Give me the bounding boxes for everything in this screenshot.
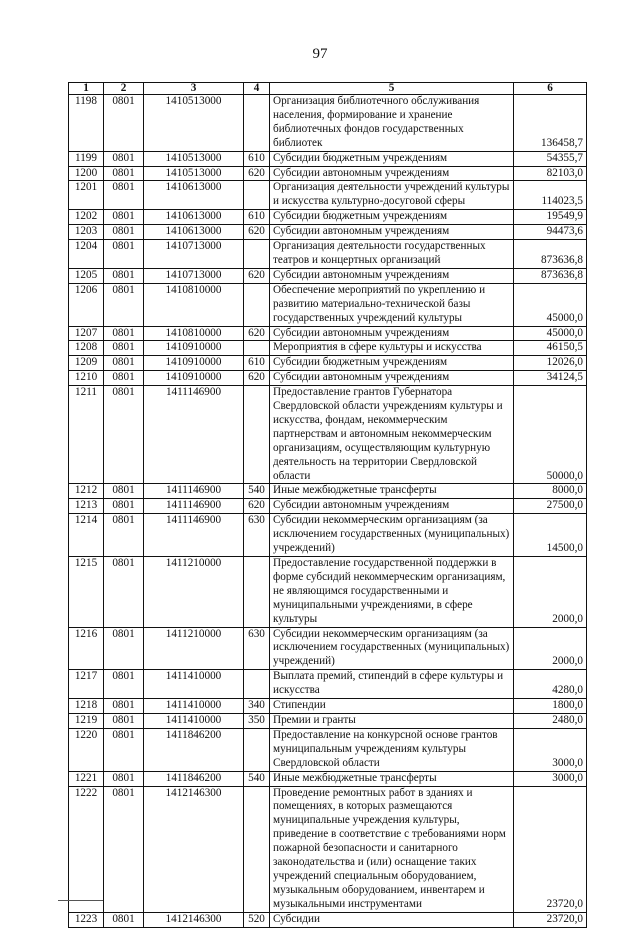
target-article-cell: 1410713000 [144, 268, 244, 283]
expense-type-cell: 610 [244, 356, 270, 371]
expense-type-cell: 630 [244, 627, 270, 670]
target-article-cell: 1410513000 [144, 95, 244, 152]
table-row [69, 210, 587, 225]
row-number-cell: 1214 [69, 514, 104, 557]
row-number-cell: 1202 [69, 210, 104, 225]
section-code-cell: 0801 [104, 181, 144, 210]
amount-cell: 54355,7 [514, 151, 587, 166]
item-name-cell: Предоставление на конкурсной основе грантов муниципальным учреждениям культуры Свердловской области [270, 728, 514, 771]
expense-type-cell: 540 [244, 484, 270, 499]
amount-cell: 94473,6 [514, 225, 587, 240]
amount-cell: 45000,0 [514, 326, 587, 341]
item-name-cell: Субсидии автономным учреждениям [270, 326, 514, 341]
table-body [69, 95, 587, 928]
amount-cell: 4280,0 [514, 670, 587, 699]
table-row [69, 268, 587, 283]
section-code-cell: 0801 [104, 627, 144, 670]
table-row [69, 557, 587, 628]
item-name-cell: Субсидии автономным учреждениям [270, 499, 514, 514]
target-article-cell: 1410513000 [144, 151, 244, 166]
section-code-cell: 0801 [104, 151, 144, 166]
item-name-cell: Премии и гранты [270, 713, 514, 728]
section-code-cell: 0801 [104, 341, 144, 356]
table-row [69, 225, 587, 240]
row-number-cell: 1223 [69, 912, 104, 927]
table-row [69, 326, 587, 341]
target-article-cell: 1410910000 [144, 356, 244, 371]
target-article-cell: 1412146300 [144, 786, 244, 912]
row-number-cell: 1207 [69, 326, 104, 341]
target-article-cell: 1410713000 [144, 240, 244, 269]
table-row [69, 514, 587, 557]
row-number-cell: 1222 [69, 786, 104, 912]
table-row [69, 484, 587, 499]
table-row [69, 786, 587, 912]
target-article-cell: 1410513000 [144, 166, 244, 181]
item-name-cell: Организация библиотечного обслуживания населения, формирование и хранение библиотечных фондов государственных библиотек [270, 95, 514, 152]
expense-type-cell: 620 [244, 225, 270, 240]
row-number-cell: 1221 [69, 771, 104, 786]
amount-cell: 12026,0 [514, 356, 587, 371]
section-code-cell: 0801 [104, 499, 144, 514]
page-number: 97 [312, 46, 328, 62]
row-number-cell: 1204 [69, 240, 104, 269]
margin-line [58, 900, 103, 901]
row-number-cell: 1215 [69, 557, 104, 628]
section-code-cell: 0801 [104, 771, 144, 786]
expense-type-cell: 620 [244, 166, 270, 181]
amount-cell: 27500,0 [514, 499, 587, 514]
expense-type-cell: 620 [244, 499, 270, 514]
row-number-cell: 1216 [69, 627, 104, 670]
amount-cell: 46150,5 [514, 341, 587, 356]
item-name-cell: Субсидии бюджетным учреждениям [270, 210, 514, 225]
table-row [69, 371, 587, 386]
item-name-cell: Предоставление государственной поддержки в форме субсидий некоммерческим организациям, не являющимся государственными и муниципальными учреждениями, в сфере культуры [270, 557, 514, 628]
item-name-cell: Обеспечение мероприятий по укреплению и развитию материально-технической базы государственных учреждений культуры [270, 283, 514, 326]
section-code-cell: 0801 [104, 356, 144, 371]
row-number-cell: 1201 [69, 181, 104, 210]
target-article-cell: 1410613000 [144, 181, 244, 210]
expense-type-cell [244, 283, 270, 326]
target-article-cell: 1411146900 [144, 386, 244, 484]
expense-type-cell [244, 786, 270, 912]
section-code-cell: 0801 [104, 326, 144, 341]
item-name-cell: Стипендии [270, 699, 514, 714]
target-article-cell: 1411210000 [144, 557, 244, 628]
section-code-cell: 0801 [104, 514, 144, 557]
section-code-cell: 0801 [104, 728, 144, 771]
row-number-cell: 1208 [69, 341, 104, 356]
item-name-cell: Субсидии бюджетным учреждениям [270, 151, 514, 166]
item-name-cell: Субсидии автономным учреждениям [270, 225, 514, 240]
header-col-3: 3 [144, 83, 244, 95]
expense-type-cell: 620 [244, 326, 270, 341]
table-row [69, 166, 587, 181]
header-row [69, 83, 587, 95]
section-code-cell: 0801 [104, 240, 144, 269]
target-article-cell: 1411210000 [144, 627, 244, 670]
target-article-cell: 1410910000 [144, 371, 244, 386]
row-number-cell: 1200 [69, 166, 104, 181]
section-code-cell: 0801 [104, 268, 144, 283]
expense-type-cell [244, 341, 270, 356]
item-name-cell: Субсидии некоммерческим организациям (за исключением государственных (муниципальных) учреждений) [270, 514, 514, 557]
amount-cell: 3000,0 [514, 728, 587, 771]
section-code-cell: 0801 [104, 386, 144, 484]
table-row [69, 356, 587, 371]
target-article-cell: 1410613000 [144, 210, 244, 225]
expense-type-cell [244, 181, 270, 210]
expense-type-cell [244, 95, 270, 152]
target-article-cell: 1412146300 [144, 912, 244, 927]
amount-cell: 82103,0 [514, 166, 587, 181]
budget-table [68, 82, 587, 928]
section-code-cell: 0801 [104, 210, 144, 225]
row-number-cell: 1209 [69, 356, 104, 371]
expense-type-cell: 610 [244, 210, 270, 225]
expense-type-cell: 610 [244, 151, 270, 166]
target-article-cell: 1411146900 [144, 484, 244, 499]
item-name-cell: Мероприятия в сфере культуры и искусства [270, 341, 514, 356]
target-article-cell: 1411846200 [144, 728, 244, 771]
expense-type-cell: 340 [244, 699, 270, 714]
expense-type-cell: 620 [244, 268, 270, 283]
amount-cell: 14500,0 [514, 514, 587, 557]
amount-cell: 50000,0 [514, 386, 587, 484]
header-col-4: 4 [244, 83, 270, 95]
amount-cell: 23720,0 [514, 912, 587, 927]
row-number-cell: 1213 [69, 499, 104, 514]
row-number-cell: 1219 [69, 713, 104, 728]
expense-type-cell: 540 [244, 771, 270, 786]
section-code-cell: 0801 [104, 283, 144, 326]
amount-cell: 19549,9 [514, 210, 587, 225]
table-row [69, 728, 587, 771]
table-row [69, 95, 587, 152]
target-article-cell: 1411410000 [144, 670, 244, 699]
section-code-cell: 0801 [104, 713, 144, 728]
item-name-cell: Субсидии автономным учреждениям [270, 371, 514, 386]
row-number-cell: 1210 [69, 371, 104, 386]
row-number-cell: 1212 [69, 484, 104, 499]
header-col-5: 5 [270, 83, 514, 95]
amount-cell: 873636,8 [514, 268, 587, 283]
section-code-cell: 0801 [104, 557, 144, 628]
section-code-cell: 0801 [104, 699, 144, 714]
amount-cell: 2000,0 [514, 627, 587, 670]
row-number-cell: 1218 [69, 699, 104, 714]
table-row [69, 151, 587, 166]
expense-type-cell [244, 386, 270, 484]
row-number-cell: 1205 [69, 268, 104, 283]
expense-type-cell [244, 240, 270, 269]
header-col-1: 1 [69, 83, 104, 95]
target-article-cell: 1410810000 [144, 283, 244, 326]
item-name-cell: Субсидии некоммерческим организациям (за исключением государственных (муниципальных) учреждений) [270, 627, 514, 670]
table-row [69, 499, 587, 514]
amount-cell: 2000,0 [514, 557, 587, 628]
target-article-cell: 1411410000 [144, 713, 244, 728]
expense-type-cell [244, 670, 270, 699]
item-name-cell: Предоставление грантов Губернатора Свердловской области учреждениям культуры и искусства, фондам, некоммерческим партнерствам и автономным некоммерческим организациям, осуществляющим культурную деятельность на территории Свердловской области [270, 386, 514, 484]
table-row [69, 386, 587, 484]
target-article-cell: 1410613000 [144, 225, 244, 240]
row-number-cell: 1217 [69, 670, 104, 699]
expense-type-cell [244, 728, 270, 771]
section-code-cell: 0801 [104, 95, 144, 152]
table-row [69, 627, 587, 670]
item-name-cell: Иные межбюджетные трансферты [270, 771, 514, 786]
row-number-cell: 1211 [69, 386, 104, 484]
table-row [69, 283, 587, 326]
item-name-cell: Субсидии [270, 912, 514, 927]
table-row [69, 699, 587, 714]
target-article-cell: 1411146900 [144, 514, 244, 557]
amount-cell: 23720,0 [514, 786, 587, 912]
table-row [69, 771, 587, 786]
amount-cell: 34124,5 [514, 371, 587, 386]
target-article-cell: 1411146900 [144, 499, 244, 514]
item-name-cell: Субсидии автономным учреждениям [270, 166, 514, 181]
target-article-cell: 1410810000 [144, 326, 244, 341]
amount-cell: 136458,7 [514, 95, 587, 152]
item-name-cell: Субсидии бюджетным учреждениям [270, 356, 514, 371]
table-row [69, 912, 587, 927]
row-number-cell: 1198 [69, 95, 104, 152]
target-article-cell: 1410910000 [144, 341, 244, 356]
section-code-cell: 0801 [104, 912, 144, 927]
amount-cell: 873636,8 [514, 240, 587, 269]
expense-type-cell [244, 557, 270, 628]
item-name-cell: Субсидии автономным учреждениям [270, 268, 514, 283]
expense-type-cell: 350 [244, 713, 270, 728]
table-row [69, 713, 587, 728]
amount-cell: 2480,0 [514, 713, 587, 728]
item-name-cell: Иные межбюджетные трансферты [270, 484, 514, 499]
header-col-2: 2 [104, 83, 144, 95]
section-code-cell: 0801 [104, 371, 144, 386]
amount-cell: 1800,0 [514, 699, 587, 714]
table-row [69, 181, 587, 210]
target-article-cell: 1411846200 [144, 771, 244, 786]
table-row [69, 240, 587, 269]
amount-cell: 45000,0 [514, 283, 587, 326]
section-code-cell: 0801 [104, 484, 144, 499]
item-name-cell: Организация деятельности государственных театров и концертных организаций [270, 240, 514, 269]
section-code-cell: 0801 [104, 225, 144, 240]
section-code-cell: 0801 [104, 670, 144, 699]
amount-cell: 3000,0 [514, 771, 587, 786]
section-code-cell: 0801 [104, 786, 144, 912]
row-number-cell: 1203 [69, 225, 104, 240]
amount-cell: 8000,0 [514, 484, 587, 499]
item-name-cell: Проведение ремонтных работ в зданиях и помещениях, в которых размещаются муниципальные учреждения культуры, приведение в соответствие с требованиями норм пожарной безопасности и санитарного законодательства и (или) оснащение таких учреждений специальным оборудованием, музыкальным оборудованием, инвентарем и музыкальными инструментами [270, 786, 514, 912]
expense-type-cell: 520 [244, 912, 270, 927]
expense-type-cell: 620 [244, 371, 270, 386]
target-article-cell: 1411410000 [144, 699, 244, 714]
row-number-cell: 1220 [69, 728, 104, 771]
header-col-6: 6 [514, 83, 587, 95]
row-number-cell: 1206 [69, 283, 104, 326]
row-number-cell: 1199 [69, 151, 104, 166]
section-code-cell: 0801 [104, 166, 144, 181]
table-row [69, 341, 587, 356]
amount-cell: 114023,5 [514, 181, 587, 210]
item-name-cell: Организация деятельности учреждений культуры и искусства культурно-досуговой сферы [270, 181, 514, 210]
table-row [69, 670, 587, 699]
expense-type-cell: 630 [244, 514, 270, 557]
item-name-cell: Выплата премий, стипендий в сфере культуры и искусства [270, 670, 514, 699]
